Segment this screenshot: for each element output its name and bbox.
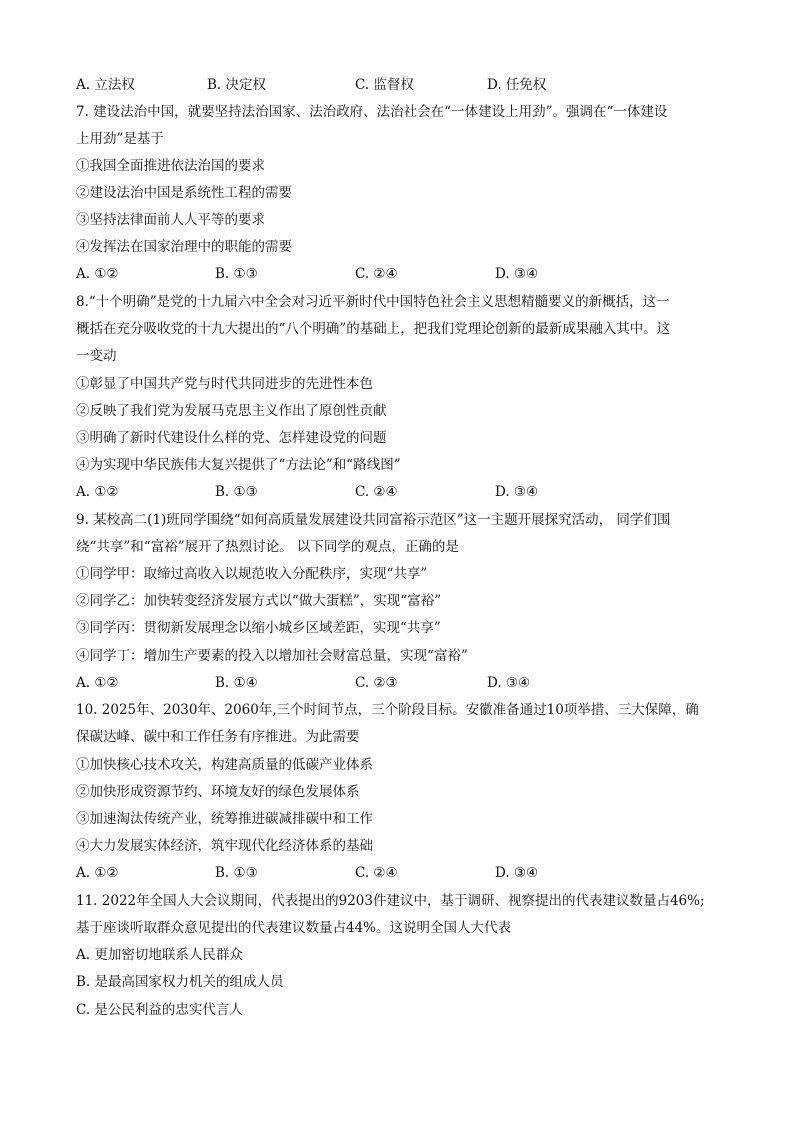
q8-option-d: D. ③④ xyxy=(495,484,539,500)
q11-stem-line-2: 基于座谈听取群众意见提出的代表建议数量占44%。这说明全国人大代表 xyxy=(76,920,512,936)
q9-stem-line-1: 9. 某校高二(1)班同学围绕“如何高质量发展建设共同富裕示范区”这一主题开展探究活动， 同学们围 xyxy=(76,512,671,528)
q9-option-d: D. ③④ xyxy=(487,675,531,691)
q9-option-a: A. ①② xyxy=(76,675,119,691)
q8-stem-line-2: 概括在充分吸收党的十九大提出的“八个明确”的基础上，把我们党理论创新的最新成果融入其中。这 xyxy=(76,321,671,337)
q9-item-3: ③同学丙：贯彻新发展理念以缩小城乡区域差距，实现“共享” xyxy=(76,620,441,636)
q6-option-a: A. 立法权 xyxy=(76,77,135,93)
q7-stem-line-2: 上用劲”是基于 xyxy=(76,131,164,147)
q7-option-d: D. ③④ xyxy=(495,266,539,282)
q7-item-1: ①我国全面推进依法治国的要求 xyxy=(76,158,265,174)
q6-option-b: B. 决定权 xyxy=(207,77,267,93)
q10-option-a: A. ①② xyxy=(76,865,119,881)
q10-option-d: D. ③④ xyxy=(495,865,539,881)
q8-option-c: C. ②④ xyxy=(355,484,398,500)
q9-options xyxy=(76,673,726,693)
q7-item-2: ②建设法治中国是系统性工程的需要 xyxy=(76,185,292,201)
q10-item-4: ④大力发展实体经济，筑牢现代化经济体系的基础 xyxy=(76,838,373,854)
q10-option-c: C. ②④ xyxy=(355,865,398,881)
q11-option-b: B. 是最高国家权力机关的组成人员 xyxy=(76,974,284,990)
q7-option-c: C. ②④ xyxy=(355,266,398,282)
q10-item-3: ③加速淘汰传统产业，统筹推进碳减排碳中和工作 xyxy=(76,811,373,827)
q8-option-b: B. ①③ xyxy=(215,484,258,500)
q7-option-a: A. ①② xyxy=(76,266,119,282)
q8-stem-line-1: 8.“十个明确”是党的十九届六中全会对习近平新时代中国特色社会主义思想精髓要义的新概括，这一 xyxy=(76,294,670,310)
q7-options xyxy=(76,264,726,284)
q8-option-a: A. ①② xyxy=(76,484,119,500)
q11-stem-line-1: 11. 2022年全国人大会议期间，代表提出的9203件建议中，基于调研、视察提出的代表建议数量占46%; xyxy=(76,893,705,909)
q6-option-c: C. 监督权 xyxy=(355,77,414,93)
q7-item-3: ③坚持法律面前人人平等的要求 xyxy=(76,212,265,228)
q9-option-c: C. ②③ xyxy=(355,675,398,691)
q9-item-4: ④同学丁：增加生产要素的投入以增加社会财富总量，实现“富裕” xyxy=(76,648,468,664)
q9-stem-line-2: 绕“共享”和“富裕”展开了热烈讨论。 以下同学的观点，正确的是 xyxy=(76,539,459,555)
q8-stem-line-3: 一变动 xyxy=(76,348,117,364)
q9-item-1: ①同学甲：取缔过高收入以规范收入分配秩序，实现“共享” xyxy=(76,566,428,582)
q11-option-c: C. 是公民利益的忠实代言人 xyxy=(76,1002,243,1018)
q6-options xyxy=(76,75,726,95)
q10-item-1: ①加快核心技术攻关，构建高质量的低碳产业体系 xyxy=(76,757,373,773)
q10-options xyxy=(76,863,726,883)
q9-option-b: B. ①④ xyxy=(215,675,258,691)
q8-item-1: ①彰显了中国共产党与时代共同进步的先进性本色 xyxy=(76,376,373,392)
q11-option-a: A. 更加密切地联系人民群众 xyxy=(76,947,243,963)
q7-option-b: B. ①③ xyxy=(215,266,258,282)
q9-item-2: ②同学乙：加快转变经济发展方式以“做大蛋糕”，实现“富裕” xyxy=(76,593,442,609)
q6-option-d: D. 任免权 xyxy=(487,77,547,93)
q10-stem-line-2: 保碳达峰、碳中和工作任务有序推进。为此需要 xyxy=(76,729,360,745)
q8-item-2: ②反映了我们党为发展马克思主义作出了原创性贡献 xyxy=(76,403,387,419)
q10-option-b: B. ①③ xyxy=(215,865,258,881)
q10-stem-line-1: 10. 2025年、2030年、2060年,三个时间节点，三个阶段目标。安徽准备通过10项举措、三大保障，确 xyxy=(76,702,699,718)
q10-item-2: ②加快形成资源节约、环境友好的绿色发展体系 xyxy=(76,784,360,800)
q8-item-3: ③明确了新时代建设什么样的党、怎样建设党的问题 xyxy=(76,430,387,446)
q7-item-4: ④发挥法在国家治理中的职能的需要 xyxy=(76,239,292,255)
q7-stem-line-1: 7. 建设法治中国，就要坚持法治国家、法治政府、法治社会在“一体建设上用劲”。强调在“一体建设 xyxy=(76,104,668,120)
q8-options xyxy=(76,482,726,502)
q8-item-4: ④为实现中华民族伟大复兴提供了“方法论”和“路线图” xyxy=(76,457,401,473)
